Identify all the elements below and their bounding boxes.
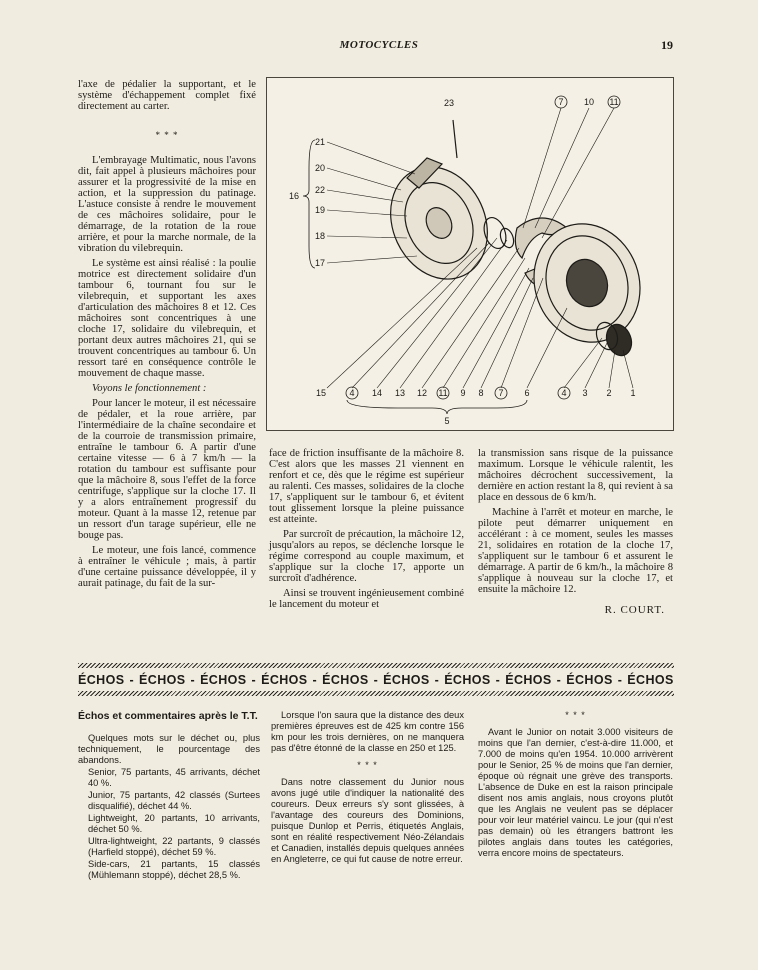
banner-word: ÉCHOS	[444, 673, 491, 687]
diagram-label: 18	[315, 231, 326, 241]
diagram-label: 16	[289, 191, 300, 201]
paragraph: Lorsque l'on saura que la distance des deux premières épreuves est de 425 km contre 156 km pour les trois dernières, on ne manquera pas d'être étonné de la classe en 250 et 125.	[271, 710, 464, 753]
clutch-exploded-diagram	[266, 77, 674, 431]
diagram-label-circled: 7	[498, 388, 504, 398]
diagram-label-circled: 7	[558, 97, 564, 107]
list-item: Side-cars, 21 partants, 15 classés (Mühlemann stoppé), déchet 28,5 %.	[88, 859, 260, 880]
banner-word: ÉCHOS	[78, 673, 125, 687]
paragraph: L'embrayage Multimatic, nous l'avons dit, fait appel à plusieurs mâchoires pour assurer et la progressivité de la mise en action, et la suppression du patinage. L'astuce consiste à rendre le mouvement de ces mâchoires solidaire, pour le démarrage, de la rotation de la roue arrière, et pour la marche normale, de la vibration du vilebrequin.	[78, 155, 256, 254]
diagram-label: 6	[524, 388, 530, 398]
echos-column-2	[271, 710, 464, 866]
diagram-label: 9	[460, 388, 466, 398]
paragraph: Machine à l'arrêt et moteur en marche, le pilote peut démarrer uniquement en accélérant : à ce moment, seules les masses 21, solidaires en rotation de la cloche 17, s'appliquent sur le tambour 6 et assurent le démarrage. A partir de 6 km/h., la mâchoire 8 s'applique à nouveau sur la cloche 17, et ensuite la mâchoire 12.	[478, 507, 673, 595]
diagram-label: 2	[606, 388, 612, 398]
banner-word: ÉCHOS	[200, 673, 247, 687]
author-signature: R. COURT.	[604, 604, 665, 616]
diagram-label: 17	[315, 258, 326, 268]
banner-word: ÉCHOS	[566, 673, 613, 687]
banner-word: ÉCHOS	[627, 673, 674, 687]
echos-banner: ÉCHOS - ÉCHOS - ÉCHOS - ÉCHOS - ÉCHOS - ÉCHOS - ÉCHOS - ÉCHOS - ÉCHOS - ÉCHOS	[78, 673, 674, 687]
banner-word: ÉCHOS	[505, 673, 552, 687]
asterism: * * *	[565, 710, 586, 720]
diagram-label: 21	[315, 137, 326, 147]
article-column-2	[269, 448, 464, 614]
banner-word: ÉCHOS	[383, 673, 430, 687]
section-subhead: Voyons le fonctionnement :	[92, 383, 207, 394]
list-item: Junior, 75 partants, 42 classés (Surtees disqualifié), déchet 44 %.	[88, 790, 260, 811]
paragraph: Par surcroît de précaution, la mâchoire 12, jusqu'alors au repos, se déclenche lorsque le régime correspond au couple maximum, et s'applique sur la cloche 17, apporte un surcroît d'adhérence.	[269, 529, 464, 584]
asterism: * * *	[155, 130, 179, 140]
diagram-label: 23	[443, 98, 455, 108]
banner-word: ÉCHOS	[261, 673, 308, 687]
diagram-label: 22	[315, 185, 326, 195]
diagram-label-circled: 11	[609, 97, 619, 107]
banner-word: ÉCHOS	[139, 673, 186, 687]
diagram-label: 5	[444, 416, 450, 426]
diagram-label: 19	[315, 205, 326, 215]
diagram-label: 12	[416, 388, 428, 398]
paragraph: Pour lancer le moteur, il est nécessaire de pédaler, et la roue arrière, par l'intermédiaire de la chaîne secondaire et de la courroie de transmission primaire, entraîne le tambour 6. A partir d'une certaine vitesse — 6 à 7 km/h — la rotation du tambour est suffisante pour que la mâchoire 8, sous l'effet de la force centrifuge, s'applique sur la cloche 17. Il y a alors entraînement progressif du moteur. Quant à la masse 12, retenue par un ressort d'un tarage supérieur, elle ne bouge pas.	[78, 398, 256, 541]
diagram-label: 3	[582, 388, 588, 398]
diagram-label-circled: 11	[438, 388, 448, 398]
asterism: * * *	[357, 760, 378, 770]
diagram-label-circled: 4	[561, 388, 567, 398]
paragraph: face de friction insuffisante de la mâchoire 8. C'est alors que les masses 21 viennent en renfort et ce, dès que le régime est supérieur au ralenti. Ces masses, solidaires de la cloche 17, s'appliquent sur le tambour 6, et évitent tout glissement lorsque la pleine puissance est atteinte.	[269, 448, 464, 525]
paragraph: Le système est ainsi réalisé : la poulie motrice est directement solidaire d'un tambour 6, tournant fou sur le vilebrequin, et supportant les axes d'articulation des mâchoires 8 et 12. Ces mâchoires sont concentriques à une cloche 17, solidaire du vilebrequin, et portant deux autres mâchoires 21, qui se trouvent concentriques au tambour 6. Un ressort taré en conséquence contrôle le mouvement de chaque masse.	[78, 258, 256, 379]
paragraph: l'axe de pédalier la supportant, et le système d'échappement complet fixé directement au carter.	[78, 79, 256, 112]
banner-word: ÉCHOS	[322, 673, 369, 687]
diagram-label: 1	[630, 388, 636, 398]
echos-column-3	[478, 710, 673, 860]
echos-heading: Échos et commentaires après le T.T.	[78, 710, 258, 722]
paragraph: Le moteur, une fois lancé, commence à entraîner le véhicule ; mais, à partir d'une certaine puissance développée, il y aurait patinage, du fait de la sur-	[78, 545, 256, 589]
diagram-drawing	[267, 78, 673, 430]
article-column-1	[78, 79, 256, 593]
article-column-3	[478, 448, 673, 616]
echos-column-1	[78, 710, 260, 882]
paragraph: Avant le Junior on notait 3.000 visiteurs de moins que l'an dernier, c'est-à-dire 11.000, et 7.000 de moins qu'en 1954. 10.000 arrivèrent pour le Senior, 25 % de moins que l'an dernier, époque où régnait une grève des transports. L'absence de Duke en est la raison principale disent nos amis anglais, nous croyons plutôt que les Anglais ne veulent pas se déplacer pour voir leur matériel vaincu. Le jour (qui n'est pas demain) où les étrangers battront les pilotes anglais dans toutes les catégories, verra encore moins de spectateurs.	[478, 727, 673, 858]
diagram-label: 10	[583, 97, 595, 107]
divider-bottom	[78, 691, 674, 696]
diagram-label: 15	[315, 388, 327, 398]
running-header: MOTOCYCLES	[339, 39, 419, 51]
list-item: Ultra-lightweight, 22 partants, 9 classés (Harfield stoppé), déchet 59 %.	[88, 836, 260, 857]
diagram-label: 20	[315, 163, 326, 173]
paragraph: Quelques mots sur le déchet ou, plus techniquement, le pourcentage des abandons.	[78, 733, 260, 765]
diagram-label: 13	[394, 388, 406, 398]
diagram-label: 14	[371, 388, 383, 398]
list-item: Lightweight, 20 partants, 10 arrivants, déchet 50 %.	[88, 813, 260, 834]
paragraph: Ainsi se trouvent ingénieusement combiné le lancement du moteur et	[269, 588, 464, 610]
divider-top	[78, 663, 674, 668]
paragraph: la transmission sans risque de la puissance maximum. Lorsque le véhicule ralentit, les mâchoires décrochent successivement, la dernière en action restant la 8, qui revient à sa place en dessous de 6 km/h.	[478, 448, 673, 503]
diagram-label: 8	[478, 388, 484, 398]
page-number: 19	[661, 38, 673, 52]
list-item: Senior, 75 partants, 45 arrivants, déchet 40 %.	[88, 767, 260, 788]
paragraph: Dans notre classement du Junior nous avons jugé utile d'indiquer la nationalité des coureurs. Deux erreurs s'y sont glissées, à l'avantage des coureurs des Dominions, puisque Dunlop et Perris, étiquetés Anglais, sont en réalité respectivement Néo-Zélandais et Canadien, installés depuis quelques années en Angleterre, ce qui fut cause de notre erreur.	[271, 777, 464, 864]
diagram-label-circled: 4	[349, 388, 355, 398]
